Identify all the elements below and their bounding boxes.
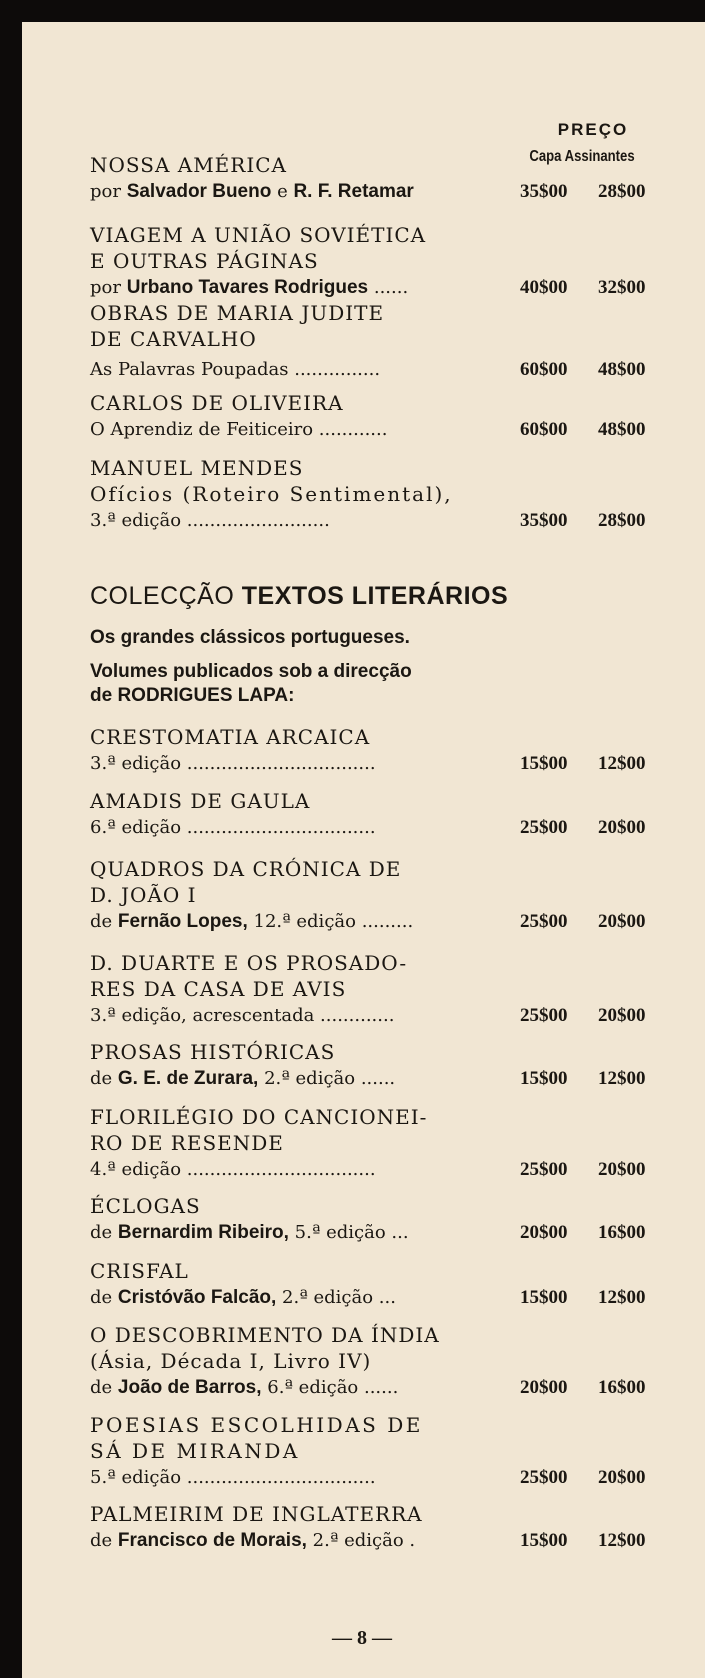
entry-desc: de G. E. de Zurara, 2.ª edição ...... — [90, 1068, 396, 1089]
price-capa: 25$00 — [520, 817, 568, 838]
entry-row — [90, 356, 650, 383]
price-assinantes: 20$00 — [598, 1467, 646, 1488]
price-assinantes: 48$00 — [598, 359, 646, 380]
entry-title: Ofícios (Roteiro Sentimental), — [90, 482, 453, 506]
price-capa: 40$00 — [520, 277, 568, 298]
entry-row — [90, 1156, 650, 1183]
entry-row — [90, 1464, 650, 1491]
section-intro: Os grandes clássicos portugueses. — [90, 627, 410, 648]
section-heading: COLECÇÃO TEXTOS LITERÁRIOS — [90, 582, 509, 610]
entry-desc: de Francisco de Morais, 2.ª edição . — [90, 1530, 416, 1551]
entry-desc: por Urbano Tavares Rodrigues ...... — [90, 277, 409, 298]
entry-row — [90, 416, 650, 443]
entry-row — [90, 750, 650, 777]
entry-row — [90, 908, 650, 935]
catalog-entry — [90, 950, 650, 1029]
entry-title: NOSSA AMÉRICA — [90, 153, 287, 177]
entry-title: OBRAS DE MARIA JUDITE — [90, 301, 385, 325]
entry-row — [90, 1002, 650, 1029]
entry-desc: 3.ª edição, acrescentada ............. — [90, 1005, 395, 1026]
catalog-entry — [90, 1501, 650, 1554]
entry-title: QUADROS DA CRÓNICA DE — [90, 857, 402, 881]
catalog-entry — [90, 724, 650, 777]
catalog-entry — [90, 152, 650, 205]
entry-row — [90, 1284, 650, 1311]
entry-row — [90, 178, 650, 205]
price-capa: 25$00 — [520, 1005, 568, 1026]
price-capa: 15$00 — [520, 1287, 568, 1308]
price-assinantes: 20$00 — [598, 1005, 646, 1026]
catalog-entry — [90, 222, 650, 301]
price-assinantes: 16$00 — [598, 1377, 646, 1398]
entry-desc: 4.ª edição ................................. — [90, 1159, 376, 1180]
entry-desc: de Cristóvão Falcão, 2.ª edição ... — [90, 1287, 396, 1308]
catalog-entry — [90, 300, 650, 383]
entry-row — [90, 1065, 650, 1092]
entry-row — [90, 507, 650, 534]
entry-desc: 3.ª edição ......................... — [90, 510, 330, 531]
entry-row — [90, 1219, 650, 1246]
catalog-entry — [90, 1104, 650, 1183]
price-columns-header: Capa Assinantes — [529, 148, 635, 165]
entry-title: RES DA CASA DE AVIS — [90, 977, 347, 1001]
entry-desc: de Fernão Lopes, 12.ª edição ......... — [90, 911, 414, 932]
entry-title: MANUEL MENDES — [90, 456, 304, 480]
catalog-entry — [90, 788, 650, 841]
section-intro: Volumes publicados sob a direcção — [90, 661, 412, 682]
price-capa: 60$00 — [520, 419, 568, 440]
entry-title: DE CARVALHO — [90, 327, 257, 351]
price-assinantes: 20$00 — [598, 817, 646, 838]
entry-title: E OUTRAS PÁGINAS — [90, 249, 319, 273]
price-capa: 20$00 — [520, 1377, 568, 1398]
entry-desc: de Bernardim Ribeiro, 5.ª edição ... — [90, 1222, 409, 1243]
price-capa: 20$00 — [520, 1222, 568, 1243]
page-number: — 8 — — [332, 1627, 392, 1649]
catalog-entry — [90, 1193, 650, 1246]
price-assinantes: 48$00 — [598, 419, 646, 440]
price-assinantes: 28$00 — [598, 181, 646, 202]
catalog-entry — [90, 856, 650, 935]
entry-title: POESIAS ESCOLHIDAS DE — [90, 1413, 423, 1437]
entry-title: ÉCLOGAS — [90, 1194, 201, 1218]
price-capa: 25$00 — [520, 911, 568, 932]
entry-title: AMADIS DE GAULA — [90, 789, 311, 813]
entry-desc: por Salvador Bueno e R. F. Retamar — [90, 181, 414, 202]
entry-title: PALMEIRIM DE INGLATERRA — [90, 1502, 423, 1526]
catalog-entry — [90, 1258, 650, 1311]
price-assinantes: 20$00 — [598, 1159, 646, 1180]
price-assinantes: 12$00 — [598, 753, 646, 774]
entry-title: SÁ DE MIRANDA — [90, 1439, 300, 1463]
catalog-entry — [90, 1039, 650, 1092]
price-capa: 15$00 — [520, 1068, 568, 1089]
entry-title: PROSAS HISTÓRICAS — [90, 1040, 336, 1064]
price-assinantes: 28$00 — [598, 510, 646, 531]
entry-title: CRISFAL — [90, 1259, 189, 1283]
price-assinantes: 12$00 — [598, 1068, 646, 1089]
entry-desc: 6.ª edição ................................. — [90, 817, 376, 838]
price-assinantes: 12$00 — [598, 1287, 646, 1308]
entry-desc: 5.ª edição ................................. — [90, 1467, 376, 1488]
entry-title: RO DE RESENDE — [90, 1131, 284, 1155]
price-header: PREÇO — [557, 120, 629, 139]
entry-desc: 3.ª edição ................................. — [90, 753, 376, 774]
price-assinantes: 12$00 — [598, 1530, 646, 1551]
price-assinantes: 20$00 — [598, 911, 646, 932]
entry-row — [90, 1374, 650, 1401]
entry-row — [90, 814, 650, 841]
price-capa: 60$00 — [520, 359, 568, 380]
entry-row — [90, 274, 650, 301]
price-assinantes: 16$00 — [598, 1222, 646, 1243]
entry-desc: de João de Barros, 6.ª edição ...... — [90, 1377, 399, 1398]
entry-title: VIAGEM A UNIÃO SOVIÉTICA — [90, 223, 427, 247]
price-assinantes: 32$00 — [598, 277, 646, 298]
section-intro: de RODRIGUES LAPA: — [90, 685, 295, 706]
entry-row — [90, 1527, 650, 1554]
catalog-page — [22, 22, 705, 1678]
entry-title: D. DUARTE E OS PROSADO- — [90, 951, 408, 975]
entry-title: FLORILÉGIO DO CANCIONEI- — [90, 1105, 428, 1129]
entry-title: CRESTOMATIA ARCAICA — [90, 725, 371, 749]
entry-title: (Ásia, Década I, Livro IV) — [90, 1349, 372, 1373]
catalog-entry — [90, 1412, 650, 1491]
entry-title: CARLOS DE OLIVEIRA — [90, 391, 344, 415]
price-capa: 35$00 — [520, 181, 568, 202]
entry-desc: As Palavras Poupadas ............... — [90, 359, 381, 380]
entry-desc: O Aprendiz de Feiticeiro ............ — [90, 419, 388, 440]
price-capa: 15$00 — [520, 1530, 568, 1551]
catalog-entry — [90, 455, 650, 534]
price-capa: 25$00 — [520, 1467, 568, 1488]
price-capa: 15$00 — [520, 753, 568, 774]
entry-title: D. JOÃO I — [90, 883, 197, 907]
price-capa: 25$00 — [520, 1159, 568, 1180]
catalog-entry — [90, 390, 650, 443]
price-capa: 35$00 — [520, 510, 568, 531]
catalog-entry — [90, 1322, 650, 1401]
entry-title: O DESCOBRIMENTO DA ÍNDIA — [90, 1323, 440, 1347]
